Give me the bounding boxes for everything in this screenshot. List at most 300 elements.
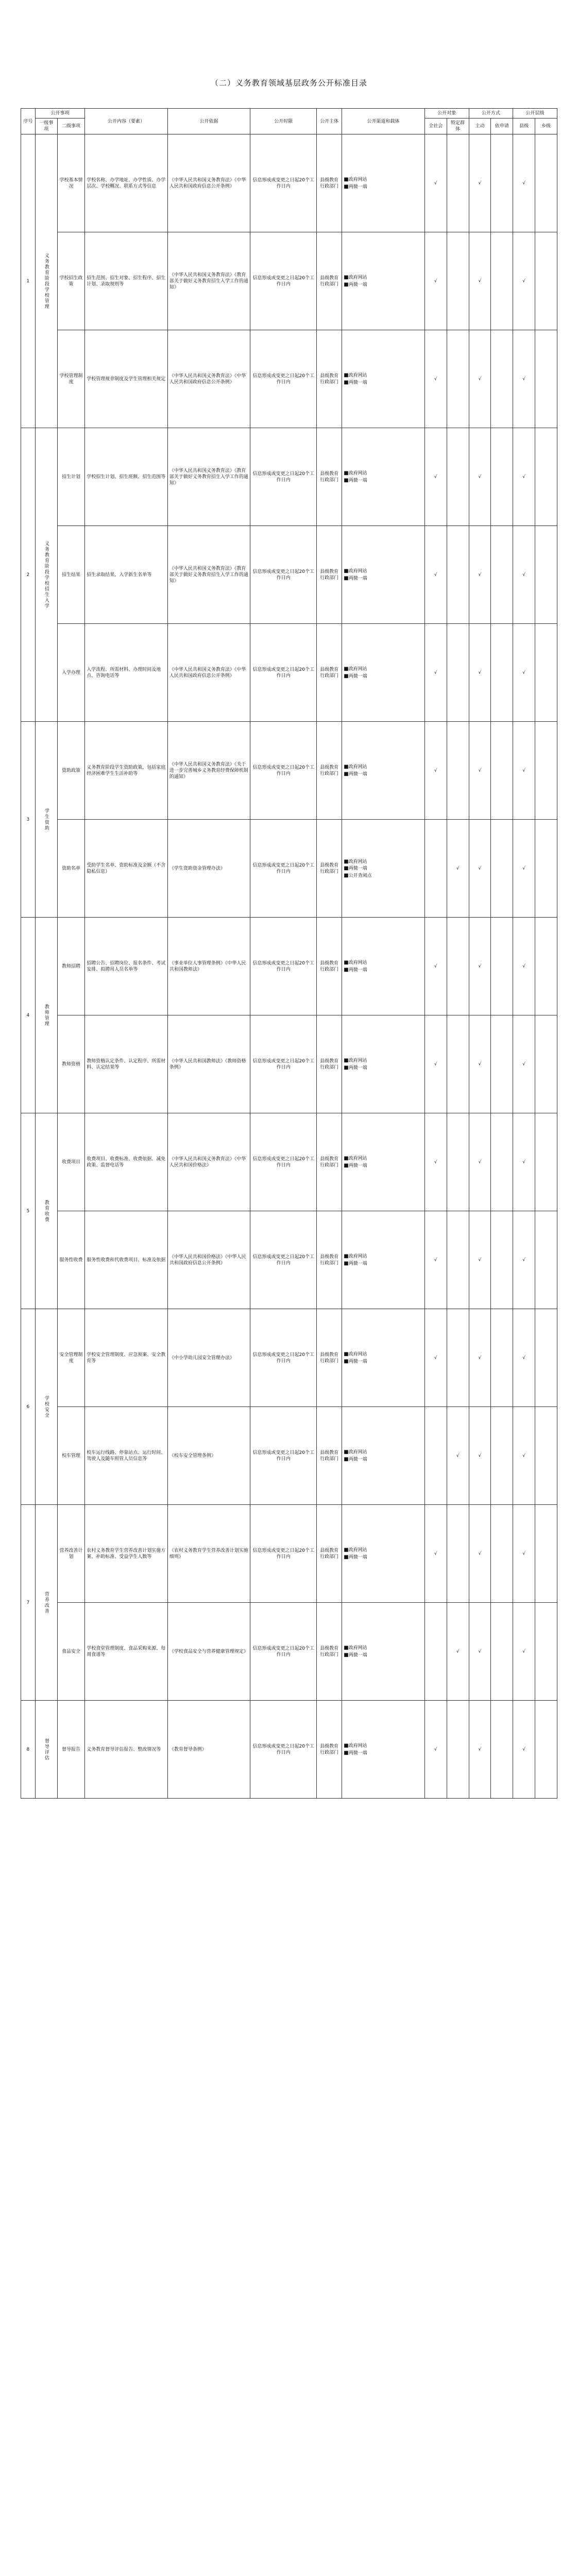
header-matter-l1: 一级事项: [35, 118, 57, 134]
matter-l1-label: 学生资助: [43, 808, 49, 831]
header-method-request: 依申请: [491, 118, 513, 134]
level-town-mark: [535, 1701, 557, 1799]
matter-l1-cell: [35, 428, 57, 722]
channel-cell: [342, 1309, 425, 1407]
level-county-mark: √: [513, 1701, 535, 1799]
time-limit-cell: 信息形成或变更之日起20个工作日内: [250, 232, 317, 330]
checkbox-icon: ■: [344, 183, 349, 190]
object-all-mark: √: [424, 1211, 447, 1309]
time-limit-cell: 信息形成或变更之日起20个工作日内: [250, 1505, 317, 1603]
method-request-mark: [491, 1505, 513, 1603]
checkbox-icon: ■: [344, 1652, 349, 1658]
method-active-mark: √: [469, 1505, 491, 1603]
channel-label: 两微一端: [348, 184, 367, 190]
table-row: [21, 1113, 557, 1211]
checkbox-icon: ■: [344, 771, 349, 777]
header-object: 公开对象: [424, 109, 469, 118]
channel-cell: [342, 1407, 425, 1505]
level-town-mark: [535, 722, 557, 820]
checkbox-icon: ■: [344, 960, 349, 966]
row-seq: 8: [21, 1701, 36, 1799]
channel-cell: [342, 1603, 425, 1701]
content-cell: 农村义务教育学生营养改善计划实施方案、补助标准、受益学生人数等: [85, 1505, 168, 1603]
channel-label: 政府网站: [348, 569, 367, 574]
basis-cell: 《中华人民共和国价格法》《中华人民共和国政府信息公开条例》: [167, 1211, 250, 1309]
channel-option: [344, 1645, 423, 1652]
table-row: [21, 526, 557, 624]
basis-cell: 《学生资助资金管理办法》: [167, 820, 250, 918]
object-specific-mark: [447, 526, 469, 624]
method-request-mark: [491, 330, 513, 428]
method-request-mark: [491, 1015, 513, 1113]
level-county-mark: √: [513, 1603, 535, 1701]
channel-option: [344, 568, 423, 575]
object-specific-mark: [447, 1309, 469, 1407]
subject-cell: 县级教育行政部门: [316, 232, 342, 330]
level-county-mark: √: [513, 1211, 535, 1309]
table-row: [21, 1505, 557, 1603]
matter-l2-cell: 学校招生政策: [57, 232, 85, 330]
content-cell: 服务性收费和代收费项目、标准及依据: [85, 1211, 168, 1309]
method-active-mark: √: [469, 1701, 491, 1799]
level-county-mark: √: [513, 1407, 535, 1505]
method-active-mark: √: [469, 820, 491, 918]
matter-l2-cell: 食品安全: [57, 1603, 85, 1701]
subject-cell: 县级教育行政部门: [316, 624, 342, 722]
level-county-mark: √: [513, 820, 535, 918]
object-all-mark: [424, 820, 447, 918]
row-seq: 6: [21, 1309, 36, 1505]
channel-cell: [342, 918, 425, 1015]
channel-option: [344, 771, 423, 778]
time-limit-cell: 信息形成或变更之日起20个工作日内: [250, 1407, 317, 1505]
table-body: [21, 134, 557, 1799]
channel-label: 政府网站: [348, 1548, 367, 1553]
content-cell: 义务教育督导评估报告、整改情况等: [85, 1701, 168, 1799]
time-limit-cell: 信息形成或变更之日起20个工作日内: [250, 526, 317, 624]
level-county-mark: √: [513, 1309, 535, 1407]
checkbox-icon: ■: [344, 1260, 349, 1266]
header-method: 公开方式: [469, 109, 513, 118]
channel-option: [344, 1449, 423, 1456]
table-row: [21, 428, 557, 526]
level-county-mark: √: [513, 232, 535, 330]
channel-option: [344, 959, 423, 967]
method-request-mark: [491, 918, 513, 1015]
level-county-mark: √: [513, 722, 535, 820]
basis-cell: 《中华人民共和国义务教育法》《教育部关于做好义务教育招生入学工作的通知》: [167, 428, 250, 526]
channel-option: [344, 673, 423, 680]
content-cell: 学校食堂管理制度、食品采购来源、每周食谱等: [85, 1603, 168, 1701]
channel-option: [344, 1260, 423, 1267]
table-row: [21, 1309, 557, 1407]
matter-l2-cell: 收费项目: [57, 1113, 85, 1211]
checkbox-icon: ■: [344, 372, 349, 379]
checkbox-icon: ■: [344, 1162, 349, 1168]
time-limit-cell: 信息形成或变更之日起20个工作日内: [250, 820, 317, 918]
channel-option: [344, 858, 423, 866]
channel-label: 政府网站: [348, 1058, 367, 1064]
subject-cell: 县级教育行政部门: [316, 918, 342, 1015]
object-all-mark: [424, 1407, 447, 1505]
level-town-mark: [535, 1113, 557, 1211]
subject-cell: 县级教育行政部门: [316, 526, 342, 624]
checkbox-icon: ■: [344, 1750, 349, 1756]
channel-label: 两微一端: [348, 478, 367, 483]
channel-option: [344, 764, 423, 771]
matter-l1-cell: [35, 1309, 57, 1505]
header-object-all: 全社会: [424, 118, 447, 134]
time-limit-cell: 信息形成或变更之日起20个工作日内: [250, 624, 317, 722]
channel-label: 两微一端: [348, 575, 367, 581]
time-limit-cell: 信息形成或变更之日起20个工作日内: [250, 1309, 317, 1407]
checkbox-icon: ■: [344, 568, 349, 574]
content-cell: 义务教育阶段学生资助政策，包括家庭经济困难学生生活补助等: [85, 722, 168, 820]
channel-option: [344, 477, 423, 484]
basis-cell: 《中华人民共和国义务教育法》《关于进一步完善城乡义务教育经费保障机制的通知》: [167, 722, 250, 820]
method-request-mark: [491, 526, 513, 624]
checkbox-icon: ■: [344, 1058, 349, 1064]
channel-option: [344, 1162, 423, 1170]
time-limit-cell: 信息形成或变更之日起20个工作日内: [250, 722, 317, 820]
method-request-mark: [491, 1309, 513, 1407]
channel-option: [344, 1057, 423, 1064]
level-town-mark: [535, 134, 557, 232]
object-specific-mark: [447, 624, 469, 722]
checkbox-icon: ■: [344, 379, 349, 385]
checkbox-icon: ■: [344, 1554, 349, 1560]
method-request-mark: [491, 1603, 513, 1701]
header-channel: 公开渠道和载体: [342, 109, 425, 134]
content-cell: 入学流程、所需材料、办理时间及地点、咨询电话等: [85, 624, 168, 722]
method-active-mark: √: [469, 330, 491, 428]
channel-option: [344, 183, 423, 191]
method-active-mark: √: [469, 1309, 491, 1407]
table-row: [21, 918, 557, 1015]
object-specific-mark: [447, 330, 469, 428]
channel-label: 两微一端: [348, 673, 367, 679]
object-all-mark: √: [424, 330, 447, 428]
channel-option: [344, 1456, 423, 1463]
channel-option: [344, 666, 423, 673]
time-limit-cell: 信息形成或变更之日起20个工作日内: [250, 134, 317, 232]
level-town-mark: [535, 918, 557, 1015]
channel-cell: [342, 330, 425, 428]
header-matter-l2: 二级事项: [57, 118, 85, 134]
level-town-mark: [535, 1309, 557, 1407]
level-county-mark: √: [513, 526, 535, 624]
basis-cell: 《中华人民共和国义务教育法》《中华人民共和国政府信息公开条例》: [167, 330, 250, 428]
time-limit-cell: 信息形成或变更之日起20个工作日内: [250, 1701, 317, 1799]
matter-l2-cell: 校车管理: [57, 1407, 85, 1505]
row-seq: 1: [21, 134, 36, 428]
matter-l2-cell: 督导报告: [57, 1701, 85, 1799]
time-limit-cell: 信息形成或变更之日起20个工作日内: [250, 1211, 317, 1309]
channel-option: [344, 372, 423, 379]
level-county-mark: √: [513, 428, 535, 526]
subject-cell: 县级教育行政部门: [316, 1113, 342, 1211]
checkbox-icon: ■: [344, 177, 349, 183]
content-cell: 学校招生计划、招生班额、招生范围等: [85, 428, 168, 526]
level-county-mark: √: [513, 330, 535, 428]
matter-l2-cell: 营养改善计划: [57, 1505, 85, 1603]
basis-cell: 《农村义务教育学生营养改善计划实施细则》: [167, 1505, 250, 1603]
channel-option: [344, 470, 423, 477]
channel-label: 政府网站: [348, 765, 367, 770]
header-seq: 序号: [21, 109, 36, 134]
channel-option: [344, 274, 423, 281]
checkbox-icon: ■: [344, 1449, 349, 1455]
level-town-mark: [535, 526, 557, 624]
subject-cell: 县级教育行政部门: [316, 134, 342, 232]
channel-label: 两微一端: [348, 1065, 367, 1071]
channel-option: [344, 1750, 423, 1757]
subject-cell: 县级教育行政部门: [316, 1407, 342, 1505]
checkbox-icon: ■: [344, 1743, 349, 1749]
matter-l2-cell: 招生计划: [57, 428, 85, 526]
basis-cell: 《中华人民共和国义务教育法》《教育部关于做好义务教育招生入学工作的通知》: [167, 232, 250, 330]
basis-cell: 《中华人民共和国义务教育法》《教育部关于做好义务教育招生入学工作的通知》: [167, 526, 250, 624]
channel-label: 两微一端: [348, 1456, 367, 1462]
object-all-mark: √: [424, 918, 447, 1015]
level-town-mark: [535, 624, 557, 722]
channel-cell: [342, 1211, 425, 1309]
matter-l2-cell: 教师招聘: [57, 918, 85, 1015]
content-cell: 学校管理规章制度及学生管理相关规定: [85, 330, 168, 428]
header-matter: 公开事项: [35, 109, 84, 118]
content-cell: 教师资格认定条件、认定程序、所需材料、认定结果等: [85, 1015, 168, 1113]
table-row: [21, 820, 557, 918]
matter-l2-cell: 资助政策: [57, 722, 85, 820]
object-all-mark: √: [424, 526, 447, 624]
channel-label: 政府网站: [348, 1254, 367, 1260]
channel-label: 两微一端: [348, 1359, 367, 1364]
matter-l1-cell: [35, 134, 57, 428]
object-specific-mark: [447, 1015, 469, 1113]
matter-l2-cell: 学校基本情况: [57, 134, 85, 232]
level-county-mark: √: [513, 1505, 535, 1603]
checkbox-icon: ■: [344, 1351, 349, 1358]
header-subject: 公开主体: [316, 109, 342, 134]
matter-l1-label: 学校安全: [43, 1395, 49, 1418]
channel-label: 公开查阅点: [348, 873, 372, 878]
checkbox-icon: ■: [344, 1645, 349, 1651]
channel-cell: [342, 1505, 425, 1603]
header-level: 公开层级: [513, 109, 557, 118]
checkbox-icon: ■: [344, 1064, 349, 1071]
header-level-town: 乡级: [535, 118, 557, 134]
checkbox-icon: ■: [344, 666, 349, 672]
matter-l1-label: 义务教育阶段学校管理: [43, 252, 49, 310]
channel-label: 两微一端: [348, 1652, 367, 1658]
method-active-mark: √: [469, 526, 491, 624]
channel-option: [344, 1742, 423, 1750]
level-county-mark: √: [513, 624, 535, 722]
table-row: [21, 1701, 557, 1799]
method-request-mark: [491, 722, 513, 820]
level-county-mark: √: [513, 918, 535, 1015]
channel-label: 两微一端: [348, 866, 367, 872]
document-title: （二）义务教育领域基层政务公开标准目录: [210, 78, 367, 88]
matter-l1-label: 教育收费: [43, 1199, 49, 1223]
channel-label: 两微一端: [348, 771, 367, 777]
method-active-mark: √: [469, 1015, 491, 1113]
method-request-mark: [491, 232, 513, 330]
time-limit-cell: 信息形成或变更之日起20个工作日内: [250, 330, 317, 428]
catalog-table: [21, 108, 557, 1799]
content-cell: 招生录取结果，入学新生名单等: [85, 526, 168, 624]
checkbox-icon: ■: [344, 673, 349, 679]
channel-cell: [342, 428, 425, 526]
matter-l2-cell: 教师资格: [57, 1015, 85, 1113]
level-town-mark: [535, 1211, 557, 1309]
checkbox-icon: ■: [344, 866, 349, 872]
channel-option: [344, 872, 423, 879]
basis-cell: 《中小学幼儿园安全管理办法》: [167, 1309, 250, 1407]
method-active-mark: √: [469, 624, 491, 722]
method-active-mark: √: [469, 134, 491, 232]
channel-cell: [342, 722, 425, 820]
checkbox-icon: ■: [344, 1156, 349, 1162]
method-request-mark: [491, 820, 513, 918]
channel-label: 政府网站: [348, 667, 367, 672]
checkbox-icon: ■: [344, 477, 349, 483]
checkbox-icon: ■: [344, 281, 349, 287]
method-active-mark: √: [469, 428, 491, 526]
channel-label: 政府网站: [348, 373, 367, 379]
object-specific-mark: √: [447, 1407, 469, 1505]
table-row: [21, 1407, 557, 1505]
channel-cell: [342, 526, 425, 624]
channel-label: 政府网站: [348, 859, 367, 865]
matter-l1-cell: [35, 1701, 57, 1799]
checkbox-icon: ■: [344, 1547, 349, 1553]
matter-l1-label: 义务教育阶段学校招生入学: [43, 540, 49, 609]
time-limit-cell: 信息形成或变更之日起20个工作日内: [250, 1603, 317, 1701]
basis-cell: 《中华人民共和国义务教育法》《中华人民共和国价格法》: [167, 1113, 250, 1211]
method-active-mark: √: [469, 722, 491, 820]
object-specific-mark: [447, 232, 469, 330]
row-seq: 5: [21, 1113, 36, 1309]
header-level-county: 县级: [513, 118, 535, 134]
channel-label: 政府网站: [348, 1450, 367, 1455]
channel-cell: [342, 134, 425, 232]
table-row: [21, 232, 557, 330]
channel-option: [344, 1064, 423, 1072]
header-method-active: 主动: [469, 118, 491, 134]
row-seq: 7: [21, 1505, 36, 1701]
channel-option: [344, 1652, 423, 1659]
matter-l2-cell: 招生结果: [57, 526, 85, 624]
channel-option: [344, 379, 423, 386]
object-specific-mark: √: [447, 820, 469, 918]
subject-cell: 县级教育行政部门: [316, 1505, 342, 1603]
subject-cell: 县级教育行政部门: [316, 1015, 342, 1113]
checkbox-icon: ■: [344, 470, 349, 477]
object-all-mark: √: [424, 624, 447, 722]
object-specific-mark: [447, 134, 469, 232]
object-all-mark: √: [424, 1701, 447, 1799]
subject-cell: 县级教育行政部门: [316, 1701, 342, 1799]
channel-cell: [342, 1113, 425, 1211]
object-all-mark: √: [424, 722, 447, 820]
channel-cell: [342, 232, 425, 330]
channel-option: [344, 575, 423, 582]
method-request-mark: [491, 1701, 513, 1799]
table-row: [21, 1603, 557, 1701]
checkbox-icon: ■: [344, 858, 349, 865]
level-county-mark: √: [513, 1015, 535, 1113]
channel-option: [344, 176, 423, 183]
content-cell: 受助学生名单、资助标准及金额（不含隐私信息）: [85, 820, 168, 918]
object-specific-mark: [447, 1701, 469, 1799]
subject-cell: 县级教育行政部门: [316, 820, 342, 918]
checkbox-icon: ■: [344, 1358, 349, 1364]
channel-cell: [342, 820, 425, 918]
level-town-mark: [535, 428, 557, 526]
object-specific-mark: [447, 918, 469, 1015]
header-basis: 公开依据: [167, 109, 250, 134]
channel-label: 两微一端: [348, 380, 367, 385]
time-limit-cell: 信息形成或变更之日起20个工作日内: [250, 1113, 317, 1211]
table-row: [21, 722, 557, 820]
channel-label: 政府网站: [348, 471, 367, 477]
method-active-mark: √: [469, 1603, 491, 1701]
level-town-mark: [535, 330, 557, 428]
channel-option: [344, 967, 423, 974]
subject-cell: 县级教育行政部门: [316, 330, 342, 428]
matter-l1-cell: [35, 918, 57, 1113]
channel-cell: [342, 1701, 425, 1799]
object-specific-mark: [447, 1505, 469, 1603]
content-cell: 招生范围、招生对象、招生程序、招生计划、录取规则等: [85, 232, 168, 330]
matter-l1-cell: [35, 1113, 57, 1309]
level-town-mark: [535, 1015, 557, 1113]
level-town-mark: [535, 1407, 557, 1505]
table-row: [21, 1015, 557, 1113]
table-row: [21, 624, 557, 722]
matter-l2-cell: 服务性收费: [57, 1211, 85, 1309]
object-all-mark: √: [424, 1015, 447, 1113]
content-cell: 校车运行线路、停靠站点、运行时间、驾驶人及随车照管人员信息等: [85, 1407, 168, 1505]
basis-cell: 《校车安全管理条例》: [167, 1407, 250, 1505]
header-time-limit: 公开时限: [250, 109, 317, 134]
channel-option: [344, 1547, 423, 1554]
basis-cell: 《中华人民共和国义务教育法》《中华人民共和国政府信息公开条例》: [167, 134, 250, 232]
matter-l2-cell: 学校管理制度: [57, 330, 85, 428]
channel-option: [344, 1253, 423, 1260]
matter-l1-label: 营养改善: [43, 1591, 49, 1614]
channel-label: 两微一端: [348, 1554, 367, 1560]
level-town-mark: [535, 820, 557, 918]
object-specific-mark: [447, 428, 469, 526]
object-all-mark: [424, 1603, 447, 1701]
level-county-mark: √: [513, 134, 535, 232]
basis-cell: 《事业单位人事管理条例》《中华人民共和国教师法》: [167, 918, 250, 1015]
channel-label: 政府网站: [348, 960, 367, 966]
basis-cell: 《教育督导条例》: [167, 1701, 250, 1799]
matter-l1-label: 督导评估: [43, 1738, 49, 1761]
method-active-mark: √: [469, 1407, 491, 1505]
basis-cell: 《学校食品安全与营养健康管理规定》: [167, 1603, 250, 1701]
channel-option: [344, 1358, 423, 1365]
table-header: [21, 109, 557, 134]
time-limit-cell: 信息形成或变更之日起20个工作日内: [250, 1015, 317, 1113]
object-all-mark: √: [424, 232, 447, 330]
channel-cell: [342, 624, 425, 722]
method-request-mark: [491, 624, 513, 722]
object-all-mark: √: [424, 1309, 447, 1407]
